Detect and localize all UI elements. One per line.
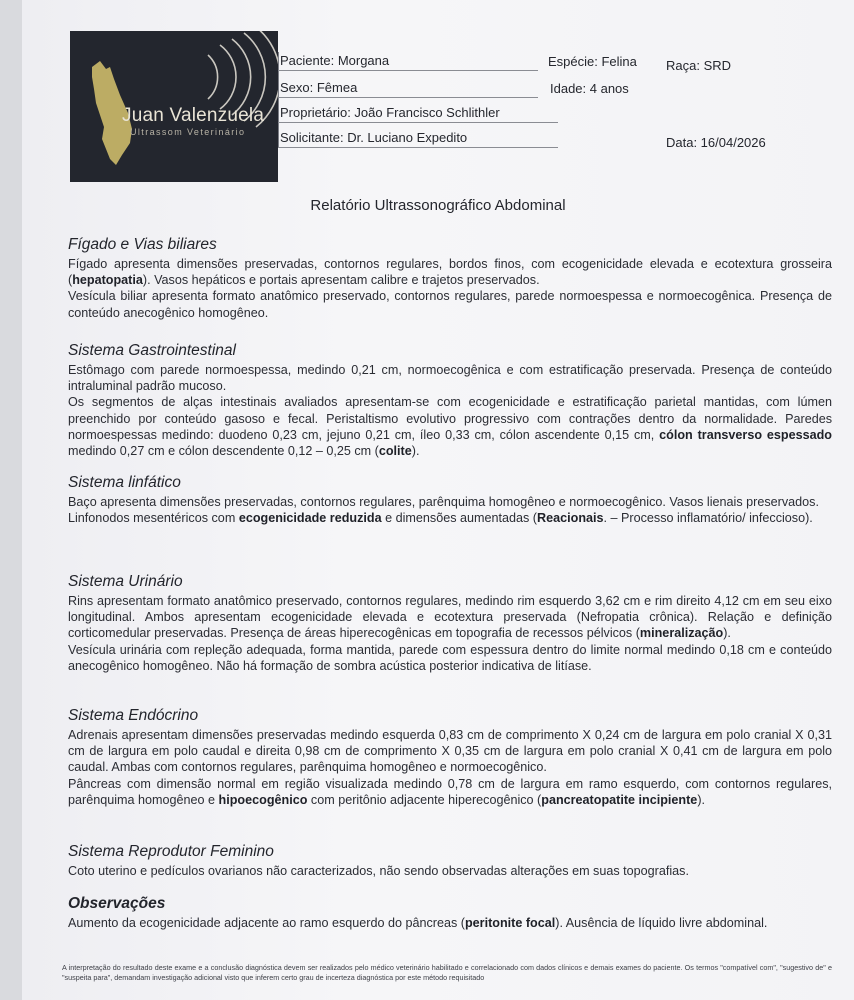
section-reproductive: [68, 843, 832, 879]
report-title: Relatório Ultrassonográfico Abdominal: [310, 197, 566, 214]
paragraph: Os segmentos de alças intestinais avaliados apresentam-se com ecogenicidade e estratificação parietal mantidas, com lúmen preenchido por conteúdo gasoso e fecal. Peristaltismo evolutivo progressivo com contrações dentro da normalidade. Paredes normoespessas medindo: duodeno 0,23 cm, jejuno 0,21 cm, íleo 0,33 cm, cólon ascendente 0,15 cm, cólon transverso espessado medindo 0,27 cm e cólon descendente 0,12 – 0,25 cm (colite).: [68, 395, 832, 459]
patient-field: Paciente: Morgana: [280, 53, 390, 68]
clinic-logo: [70, 31, 278, 182]
header-rule: [278, 97, 538, 98]
header-rule: [278, 70, 538, 71]
disclaimer-footer: A interpretação do resultado deste exame e a conclusão diagnóstica devem ser realizados pelo médico veterinário habilitado e correlacionado com dados clínicos e demais exames do paciente. Os termos "compatível com", "sugestivo de" e "suspeita para", demandam investigação adicional visto que inferem certo grau de incerteza diagnóstica por este método requisitado: [62, 963, 832, 982]
paragraph: Vesícula urinária com repleção adequada, forma mantida, parede com espessura dentro do limite normal medindo 0,18 cm e conteúdo anecogênico homogêneo. Não há formação de sombra acústica posterior indicativa de litíase.: [68, 642, 832, 673]
paragraph: Pâncreas com dimensão normal em região visualizada medindo 0,78 cm de largura em ramo esquerdo, com contornos regulares, parênquima homogêneo e hipoecogênico com peritônio adjacente hiperecogênico (pancreatopatite incipiente).: [68, 776, 832, 807]
paragraph: Aumento da ecogenicidade adjacente ao ramo esquerdo do pâncreas (peritonite focal). Ausência de líquido livre abdominal.: [68, 916, 768, 930]
paragraph: Fígado apresenta dimensões preservadas, contornos regulares, bordos finos, com ecogenicidade elevada e ecotextura grosseira (hepatopatia). Vasos hepáticos e portais apresentam calibre e trajetos preservados.: [68, 257, 832, 288]
section-urinary: [68, 573, 832, 674]
paragraph: Baço apresenta dimensões preservadas, contornos regulares, parênquima homogêneo e normoecogênico. Vasos lienais preservados.: [68, 495, 819, 509]
paragraph: Estômago com parede normoespessa, medindo 0,21 cm, normoecogênica e com estratificação preservada. Presença de conteúdo intraluminal padrão mucoso.: [68, 363, 832, 394]
breed-field: Raça: SRD: [666, 58, 732, 73]
owner-field: Proprietário: João Francisco Schlithler: [280, 105, 500, 120]
section-title: Observações: [68, 895, 166, 912]
section-title: Sistema Endócrino: [68, 707, 199, 724]
species-field: Espécie: Felina: [548, 54, 637, 69]
age-field: Idade: 4 anos: [550, 81, 629, 96]
paragraph: Coto uterino e pedículos ovarianos não caracterizados, não sendo observadas alterações em suas topografias.: [68, 864, 689, 878]
paragraph: Rins apresentam formato anatômico preservado, contornos regulares, medindo rim esquerdo 3,62 cm e rim direito 4,12 cm em seu eixo longitudinal. Ambos apresentam ecogenicidade elevada e ecotextura preservada (Nefropatia crônica). Relação e definição corticomedular preservadas. Presença de áreas hiperecogênicas em topografia de recessos pélvicos (mineralização).: [68, 594, 832, 641]
date-field: Data: 16/04/2026: [666, 135, 766, 150]
section-lymphatic: [68, 474, 832, 526]
header-divider: [278, 52, 279, 148]
section-gastrointestinal: [68, 342, 832, 459]
sex-field: Sexo: Fêmea: [280, 80, 358, 95]
section-title: Sistema linfático: [68, 474, 181, 491]
section-title: Sistema Gastrointestinal: [68, 342, 236, 359]
paragraph: Vesícula biliar apresenta formato anatômico preservado, contornos regulares, parede normoespessa e normoecogênica. Presença de conteúdo anecogênico homogêneo.: [68, 289, 832, 320]
section-endocrine: [68, 707, 832, 808]
paragraph: Adrenais apresentam dimensões preservadas medindo esquerda 0,83 cm de comprimento X 0,24 cm de largura em polo cranial X 0,31 cm de largura em polo caudal e direita 0,98 cm de comprimento X 0,35 cm de largura em polo cranial X 0,41 cm de largura em polo caudal. Ambas com contornos regulares, parênquima homogêneo e normoecogênico.: [68, 728, 832, 775]
logo-name: Juan Valenzuela: [122, 105, 265, 126]
section-liver: [68, 236, 832, 321]
section-title: Sistema Urinário: [68, 573, 183, 590]
section-title: Fígado e Vias biliares: [68, 236, 217, 253]
logo-subtitle: Ultrassom Veterinário: [130, 127, 246, 137]
section-title: Sistema Reprodutor Feminino: [68, 843, 274, 860]
section-observations: [68, 895, 832, 931]
header-rule: [278, 122, 558, 123]
paragraph: Linfonodos mesentéricos com ecogenicidade reduzida e dimensões aumentadas (Reacionais. – Processo inflamatório/ infeccioso).: [68, 511, 813, 526]
requester-field: Solicitante: Dr. Luciano Expedito: [280, 130, 468, 145]
report-sheet: [22, 0, 854, 1000]
header-rule: [278, 147, 558, 148]
